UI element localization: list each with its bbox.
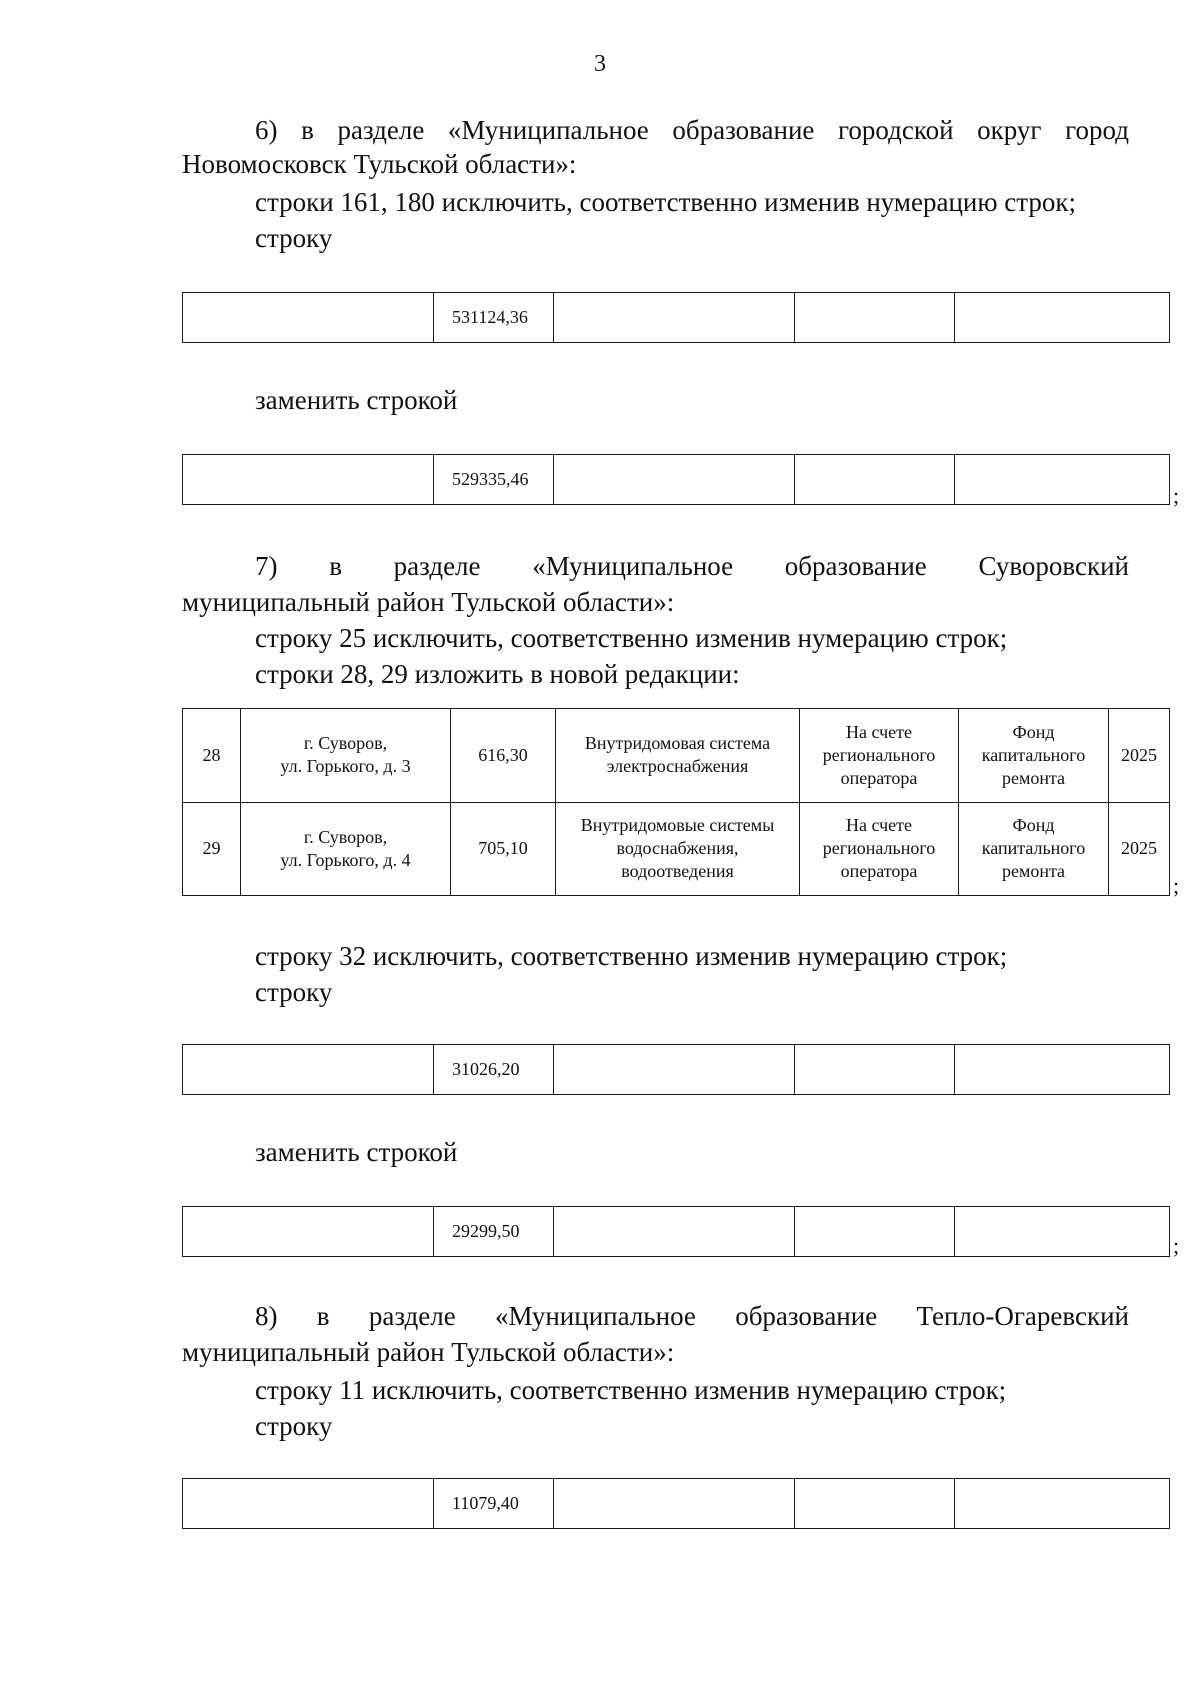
sec6-instruction: строки 161, 180 исключить, соответственно изменив нумерацию строк; <box>255 187 1077 217</box>
sec6-new-cell-value: 529335,46 <box>434 455 554 505</box>
sec8-heading-line2: муниципальный район Тульской области»: <box>182 1337 675 1367</box>
sec6-old-cell-value: 531124,36 <box>434 293 554 343</box>
sec7-new-cell-1 <box>183 1207 434 1257</box>
row-number: 28 <box>183 709 241 803</box>
sec7-semicolon: ; <box>1173 873 1180 898</box>
row-number: 29 <box>183 802 241 896</box>
sec7-old-cell-value: 31026,20 <box>434 1045 554 1095</box>
sec7-heading-line2: муниципальный район Тульской области»: <box>182 587 675 617</box>
sec7-new-cell-5 <box>955 1207 1170 1257</box>
sec7-row-label: строку <box>255 977 333 1007</box>
sec6-heading-line2: Новомосковск Тульской области»: <box>182 149 577 179</box>
sec7-old-cell-1 <box>183 1045 434 1095</box>
sec7-new-cell-value: 29299,50 <box>434 1207 554 1257</box>
sec6-row-label: строку <box>255 223 333 253</box>
sec8-heading-line1: 8) в разделе «Муниципальное образование Тепло-Огаревский <box>255 1301 1129 1331</box>
sec6-old-cell-4 <box>795 293 955 343</box>
row-address: г. Суворов, ул. Горького, д. 4 <box>241 802 451 896</box>
sec7-old-cell-3 <box>554 1045 795 1095</box>
sec7-old-cell-4 <box>795 1045 955 1095</box>
row-account: На счете регионального оператора <box>800 709 959 803</box>
row-fund: Фонд капитального ремонта <box>959 802 1109 896</box>
sec6-old-cell-1 <box>183 293 434 343</box>
sec7-old-row-table <box>182 1044 1170 1095</box>
sec6-semicolon: ; <box>1173 483 1180 508</box>
sec6-new-cell-1 <box>183 455 434 505</box>
table-row <box>183 802 1170 896</box>
row-system: Внутридомовая система электроснабжения <box>556 709 800 803</box>
sec7-rows-table <box>182 708 1170 896</box>
sec8-old-cell-5 <box>955 1479 1170 1529</box>
sec8-old-cell-value: 11079,40 <box>434 1479 554 1529</box>
sec8-old-row-table <box>182 1478 1170 1529</box>
sec8-instruction: строку 11 исключить, соответственно изменив нумерацию строк; <box>255 1375 1007 1405</box>
sec6-new-row-table <box>182 454 1170 505</box>
sec6-old-row-table <box>182 292 1170 343</box>
sec7-new-row-table <box>182 1206 1170 1257</box>
sec7-semicolon-2: ; <box>1173 1233 1180 1258</box>
sec7-old-cell-5 <box>955 1045 1170 1095</box>
sec7-instruction-2: строку 32 исключить, соответственно изменив нумерацию строк; <box>255 941 1008 971</box>
sec8-old-cell-3 <box>554 1479 795 1529</box>
row-year: 2025 <box>1109 709 1170 803</box>
sec6-new-cell-4 <box>795 455 955 505</box>
sec6-old-cell-5 <box>955 293 1170 343</box>
row-address: г. Суворов, ул. Горького, д. 3 <box>241 709 451 803</box>
sec7-edit-label: строки 28, 29 изложить в новой редакции: <box>255 659 740 689</box>
sec8-row-label: строку <box>255 1411 333 1441</box>
sec6-old-cell-3 <box>554 293 795 343</box>
sec7-instruction: строку 25 исключить, соответственно изменив нумерацию строк; <box>255 623 1008 653</box>
sec6-replace-label: заменить строкой <box>255 385 458 415</box>
row-area: 616,30 <box>451 709 556 803</box>
sec8-old-cell-1 <box>183 1479 434 1529</box>
sec6-heading-line1: 6) в разделе «Муниципальное образование городской округ город <box>255 115 1129 145</box>
page-number: 3 <box>594 51 606 77</box>
sec7-replace-label: заменить строкой <box>255 1137 458 1167</box>
sec7-new-cell-4 <box>795 1207 955 1257</box>
sec7-heading-line1: 7) в разделе «Муниципальное образование Суворовский <box>255 551 1129 581</box>
table-row <box>183 709 1170 803</box>
sec7-new-cell-3 <box>554 1207 795 1257</box>
sec8-old-cell-4 <box>795 1479 955 1529</box>
row-account: На счете регионального оператора <box>800 802 959 896</box>
row-fund: Фонд капитального ремонта <box>959 709 1109 803</box>
sec6-new-cell-3 <box>554 455 795 505</box>
row-area: 705,10 <box>451 802 556 896</box>
row-year: 2025 <box>1109 802 1170 896</box>
sec6-new-cell-5 <box>955 455 1170 505</box>
row-system: Внутридомовые системы водоснабжения, водоотведения <box>556 802 800 896</box>
